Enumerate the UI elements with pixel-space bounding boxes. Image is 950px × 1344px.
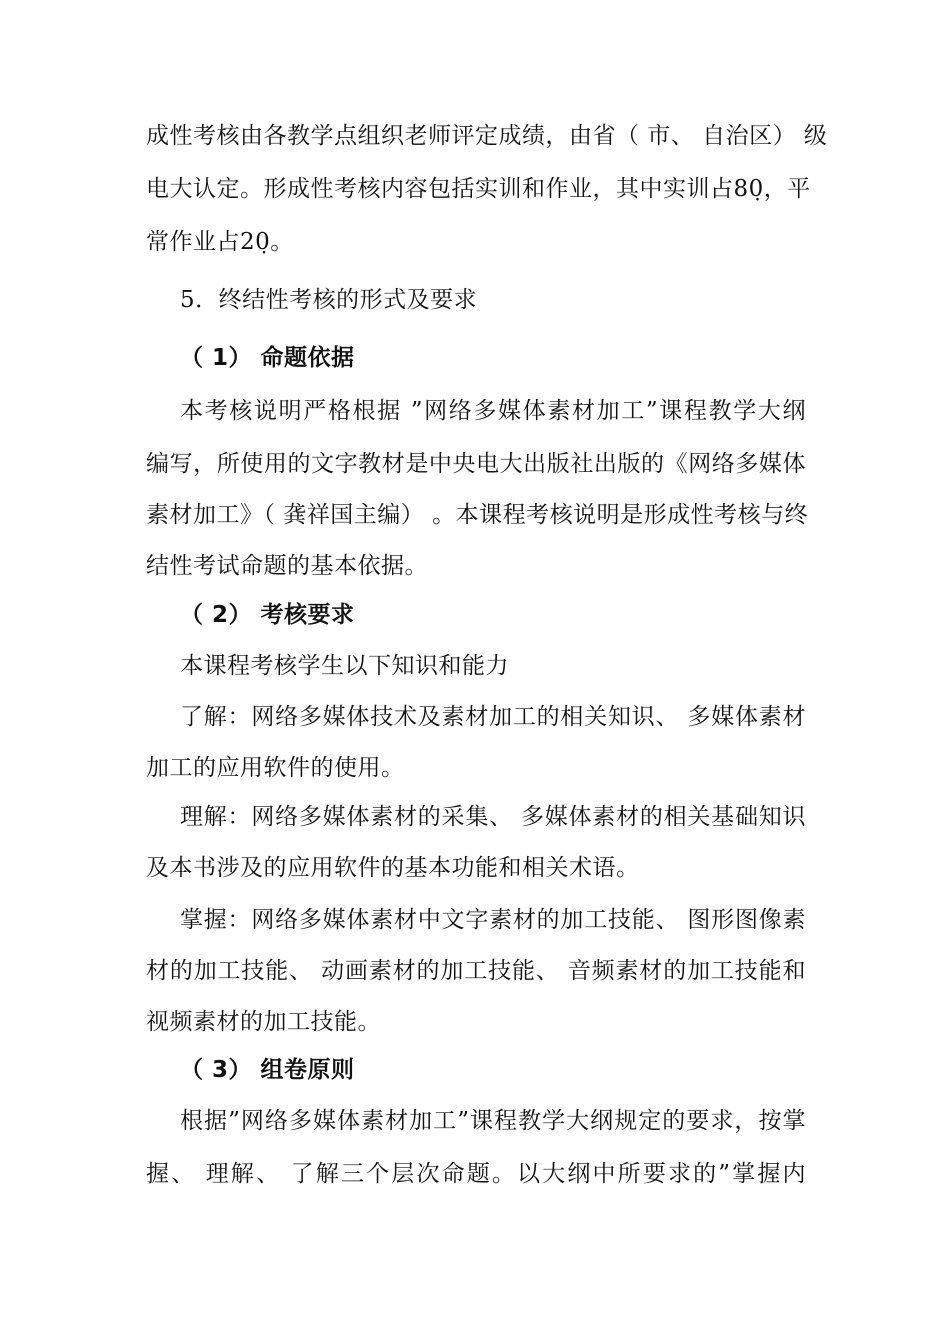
paragraph-line: 及本书涉及的应用软件的基本功能和相关术语。: [146, 855, 640, 881]
section-title: 5．终结性考核的形式及要求: [180, 287, 478, 313]
paragraph-line: 根据”网络多媒体素材加工”课程教学大纲规定的要求，按掌: [180, 1108, 806, 1134]
paragraph-line: 结性考试命题的基本依据。: [146, 553, 428, 579]
paragraph-line: 掌握：网络多媒体素材中文字素材的加工技能、 图形图像素: [180, 907, 806, 933]
paragraph-line: 材的加工技能、 动画素材的加工技能、 音频素材的加工技能和: [146, 958, 806, 984]
subsection-heading: （ 2） 考核要求: [180, 602, 355, 628]
paragraph-line: 编写，所使用的文字教材是中央电大出版社出版的《网络多媒体: [146, 451, 806, 477]
paragraph-line: 了解：网络多媒体技术及素材加工的相关知识、 多媒体素材: [180, 704, 806, 730]
subsection-heading: （ 1） 命题依据: [180, 345, 355, 371]
paragraph-line: 握、 理解、 了解三个层次命题。以大纲中所要求的”掌握内: [146, 1161, 806, 1187]
paragraph-line: 本考核说明严格根据 ”网络多媒体素材加工”课程教学大纲: [180, 398, 806, 424]
paragraph-line: 视频素材的加工技能。: [146, 1009, 381, 1035]
subsection-heading: （ 3） 组卷原则: [180, 1057, 355, 1083]
paragraph-line: 加工的应用软件的使用。: [146, 755, 405, 781]
paragraph-line: 成性考核由各教学点组织老师评定成绩，由省（ 市、 自治区） 级: [146, 123, 828, 149]
paragraph-line: 素材加工》（ 龚祥国主编） 。本课程考核说明是形成性考核与终: [146, 502, 809, 528]
paragraph-line: 理解：网络多媒体素材的采集、 多媒体素材的相关基础知识: [180, 804, 806, 830]
paragraph-line: 本课程考核学生以下知识和能力: [180, 653, 509, 679]
paragraph-line: 常作业占20̣。: [146, 229, 294, 255]
paragraph-line: 电大认定。形成性考核内容包括实训和作业，其中实训占80̣，平: [146, 176, 811, 202]
